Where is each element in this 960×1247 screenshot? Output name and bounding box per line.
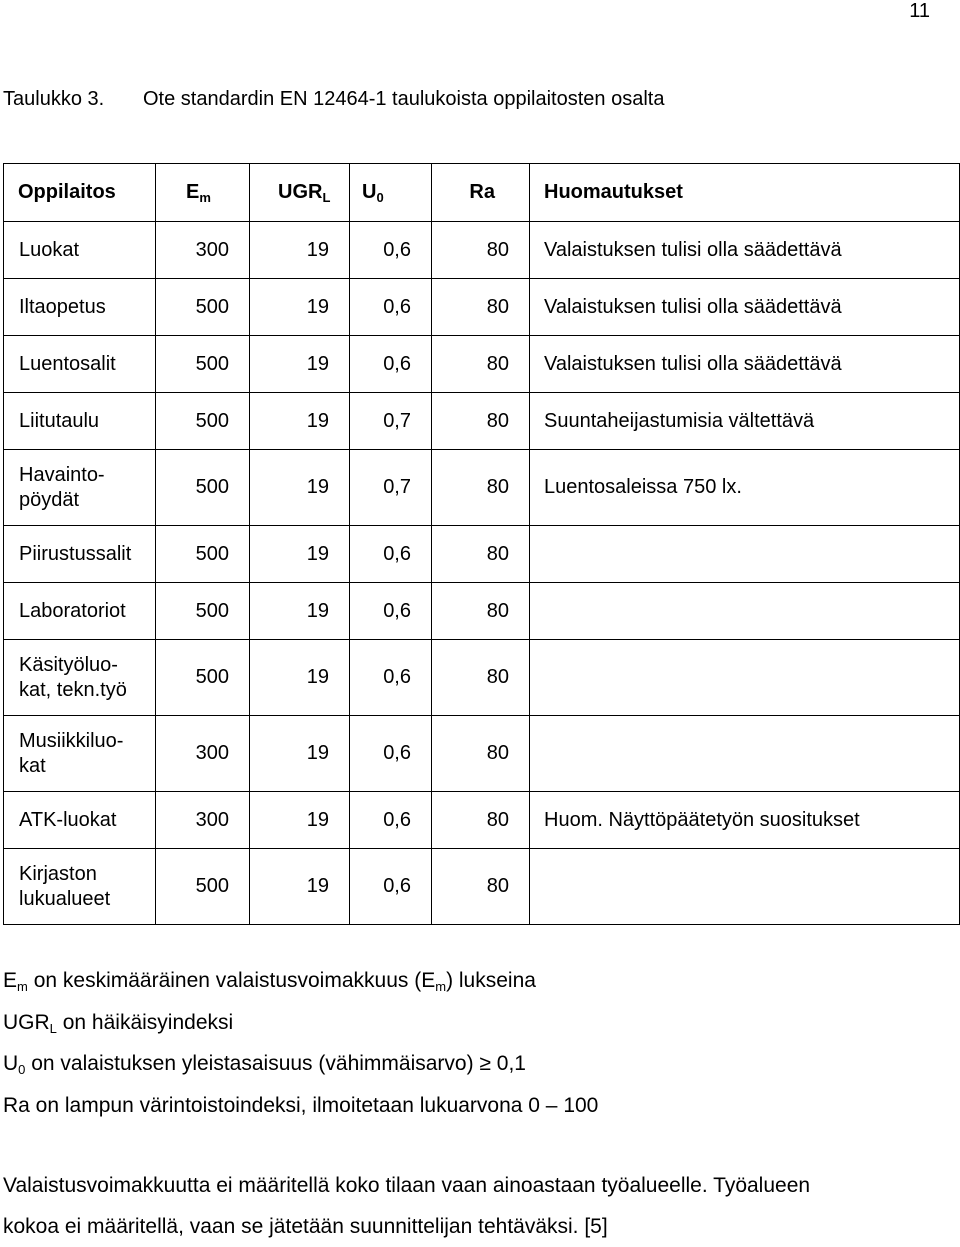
header-em: $E_m$ (156, 164, 250, 222)
cell-em: 500 (156, 279, 250, 336)
cell-ugr: 19 (250, 792, 350, 849)
table-row (4, 336, 960, 393)
cell-u0: 0,6 (350, 792, 432, 849)
cell-room: Iltaopetus (4, 279, 156, 336)
cell-note: Huom. Näyttöpäätetyön suositukset (530, 792, 960, 849)
cell-note: Suuntaheijastumisia vältettävä (530, 393, 960, 450)
header-room: Oppilaitos (4, 164, 156, 222)
header-notes: Huomautukset (530, 164, 960, 222)
cell-em: 500 (156, 583, 250, 640)
cell-ugr: 19 (250, 393, 350, 450)
cell-em: 300 (156, 716, 250, 792)
cell-note: Valaistuksen tulisi olla säädettävä (530, 222, 960, 279)
cell-room: Musiikkiluo- kat (4, 716, 156, 792)
cell-ra: 80 (432, 450, 530, 526)
page-number: 11 (909, 0, 930, 22)
final-paragraph (3, 1165, 810, 1247)
table-row (4, 583, 960, 640)
header-ugr: $UGR_L$ (250, 164, 350, 222)
cell-room: Luentosalit (4, 336, 156, 393)
cell-ugr: 19 (250, 583, 350, 640)
note-u0: $U_0$ on valaistuksen yleistasaisuus (vähimmäisarvo) ≥ 0,1 (3, 1052, 526, 1077)
caption-label: Taulukko 3. (3, 88, 105, 110)
cell-ugr: 19 (250, 716, 350, 792)
table-row (4, 393, 960, 450)
cell-note (530, 849, 960, 925)
cell-u0: 0,7 (350, 450, 432, 526)
cell-note (530, 640, 960, 716)
cell-ra: 80 (432, 849, 530, 925)
cell-note: Luentosaleissa 750 lx. (530, 450, 960, 526)
cell-ugr: 19 (250, 222, 350, 279)
cell-ugr: 19 (250, 526, 350, 583)
cell-u0: 0,6 (350, 222, 432, 279)
cell-em: 500 (156, 393, 250, 450)
cell-ra: 80 (432, 583, 530, 640)
cell-em: 500 (156, 450, 250, 526)
cell-room: Liitutaulu (4, 393, 156, 450)
table-row (4, 640, 960, 716)
cell-u0: 0,6 (350, 279, 432, 336)
symbol-definitions (3, 960, 598, 1126)
cell-room: Käsityöluo- kat, tekn.työ (4, 640, 156, 716)
cell-room: Laboratoriot (4, 583, 156, 640)
table-row (4, 716, 960, 792)
cell-u0: 0,6 (350, 716, 432, 792)
cell-ra: 80 (432, 792, 530, 849)
header-u0: $U_0$ (350, 164, 432, 222)
cell-ra: 80 (432, 716, 530, 792)
table-row (4, 526, 960, 583)
table-row (4, 450, 960, 526)
table-header-row (4, 164, 960, 222)
header-ra: Ra (432, 164, 530, 222)
cell-room: Kirjaston lukualueet (4, 849, 156, 925)
cell-room: ATK-luokat (4, 792, 156, 849)
cell-em: 500 (156, 640, 250, 716)
final-line-2: kokoa ei määritellä, vaan se jätetään suunnittelijan tehtäväksi. [5] (3, 1215, 608, 1238)
table-row (4, 849, 960, 925)
lighting-requirements-table (3, 163, 960, 925)
final-line-1: Valaistusvoimakkuutta ei määritellä koko tilaan vaan ainoastaan työalueelle. Työalueen (3, 1174, 811, 1197)
cell-u0: 0,6 (350, 336, 432, 393)
cell-ra: 80 (432, 526, 530, 583)
cell-u0: 0,6 (350, 640, 432, 716)
table-row (4, 792, 960, 849)
cell-room: Piirustussalit (4, 526, 156, 583)
caption-text: Ote standardin EN 12464-1 taulukoista oppilaitosten osalta (143, 88, 665, 110)
cell-note: Valaistuksen tulisi olla säädettävä (530, 336, 960, 393)
cell-note (530, 716, 960, 792)
cell-ra: 80 (432, 222, 530, 279)
cell-ugr: 19 (250, 849, 350, 925)
cell-em: 300 (156, 792, 250, 849)
cell-u0: 0,6 (350, 526, 432, 583)
note-ra: Ra on lampun värintoistoindeksi, ilmoitetaan lukuarvona 0 – 100 (3, 1093, 599, 1117)
cell-em: 300 (156, 222, 250, 279)
cell-em: 500 (156, 849, 250, 925)
cell-room: Havainto- pöydät (4, 450, 156, 526)
cell-ra: 80 (432, 279, 530, 336)
cell-u0: 0,6 (350, 583, 432, 640)
table-caption (3, 88, 664, 111)
cell-em: 500 (156, 336, 250, 393)
note-ugr: $UGR_L$ on häikäisyindeksi (3, 1010, 234, 1036)
cell-note (530, 583, 960, 640)
cell-u0: 0,6 (350, 849, 432, 925)
cell-ra: 80 (432, 336, 530, 393)
cell-ra: 80 (432, 640, 530, 716)
table-row (4, 222, 960, 279)
cell-ugr: 19 (250, 279, 350, 336)
cell-u0: 0,7 (350, 393, 432, 450)
cell-ugr: 19 (250, 640, 350, 716)
cell-room: Luokat (4, 222, 156, 279)
note-em: $E_m$ on keskimääräinen valaistusvoimakkuus $(E_m)$ lukseina (3, 969, 536, 994)
cell-ugr: 19 (250, 336, 350, 393)
cell-ra: 80 (432, 393, 530, 450)
cell-ugr: 19 (250, 450, 350, 526)
cell-note: Valaistuksen tulisi olla säädettävä (530, 279, 960, 336)
cell-em: 500 (156, 526, 250, 583)
table-row (4, 279, 960, 336)
cell-note (530, 526, 960, 583)
